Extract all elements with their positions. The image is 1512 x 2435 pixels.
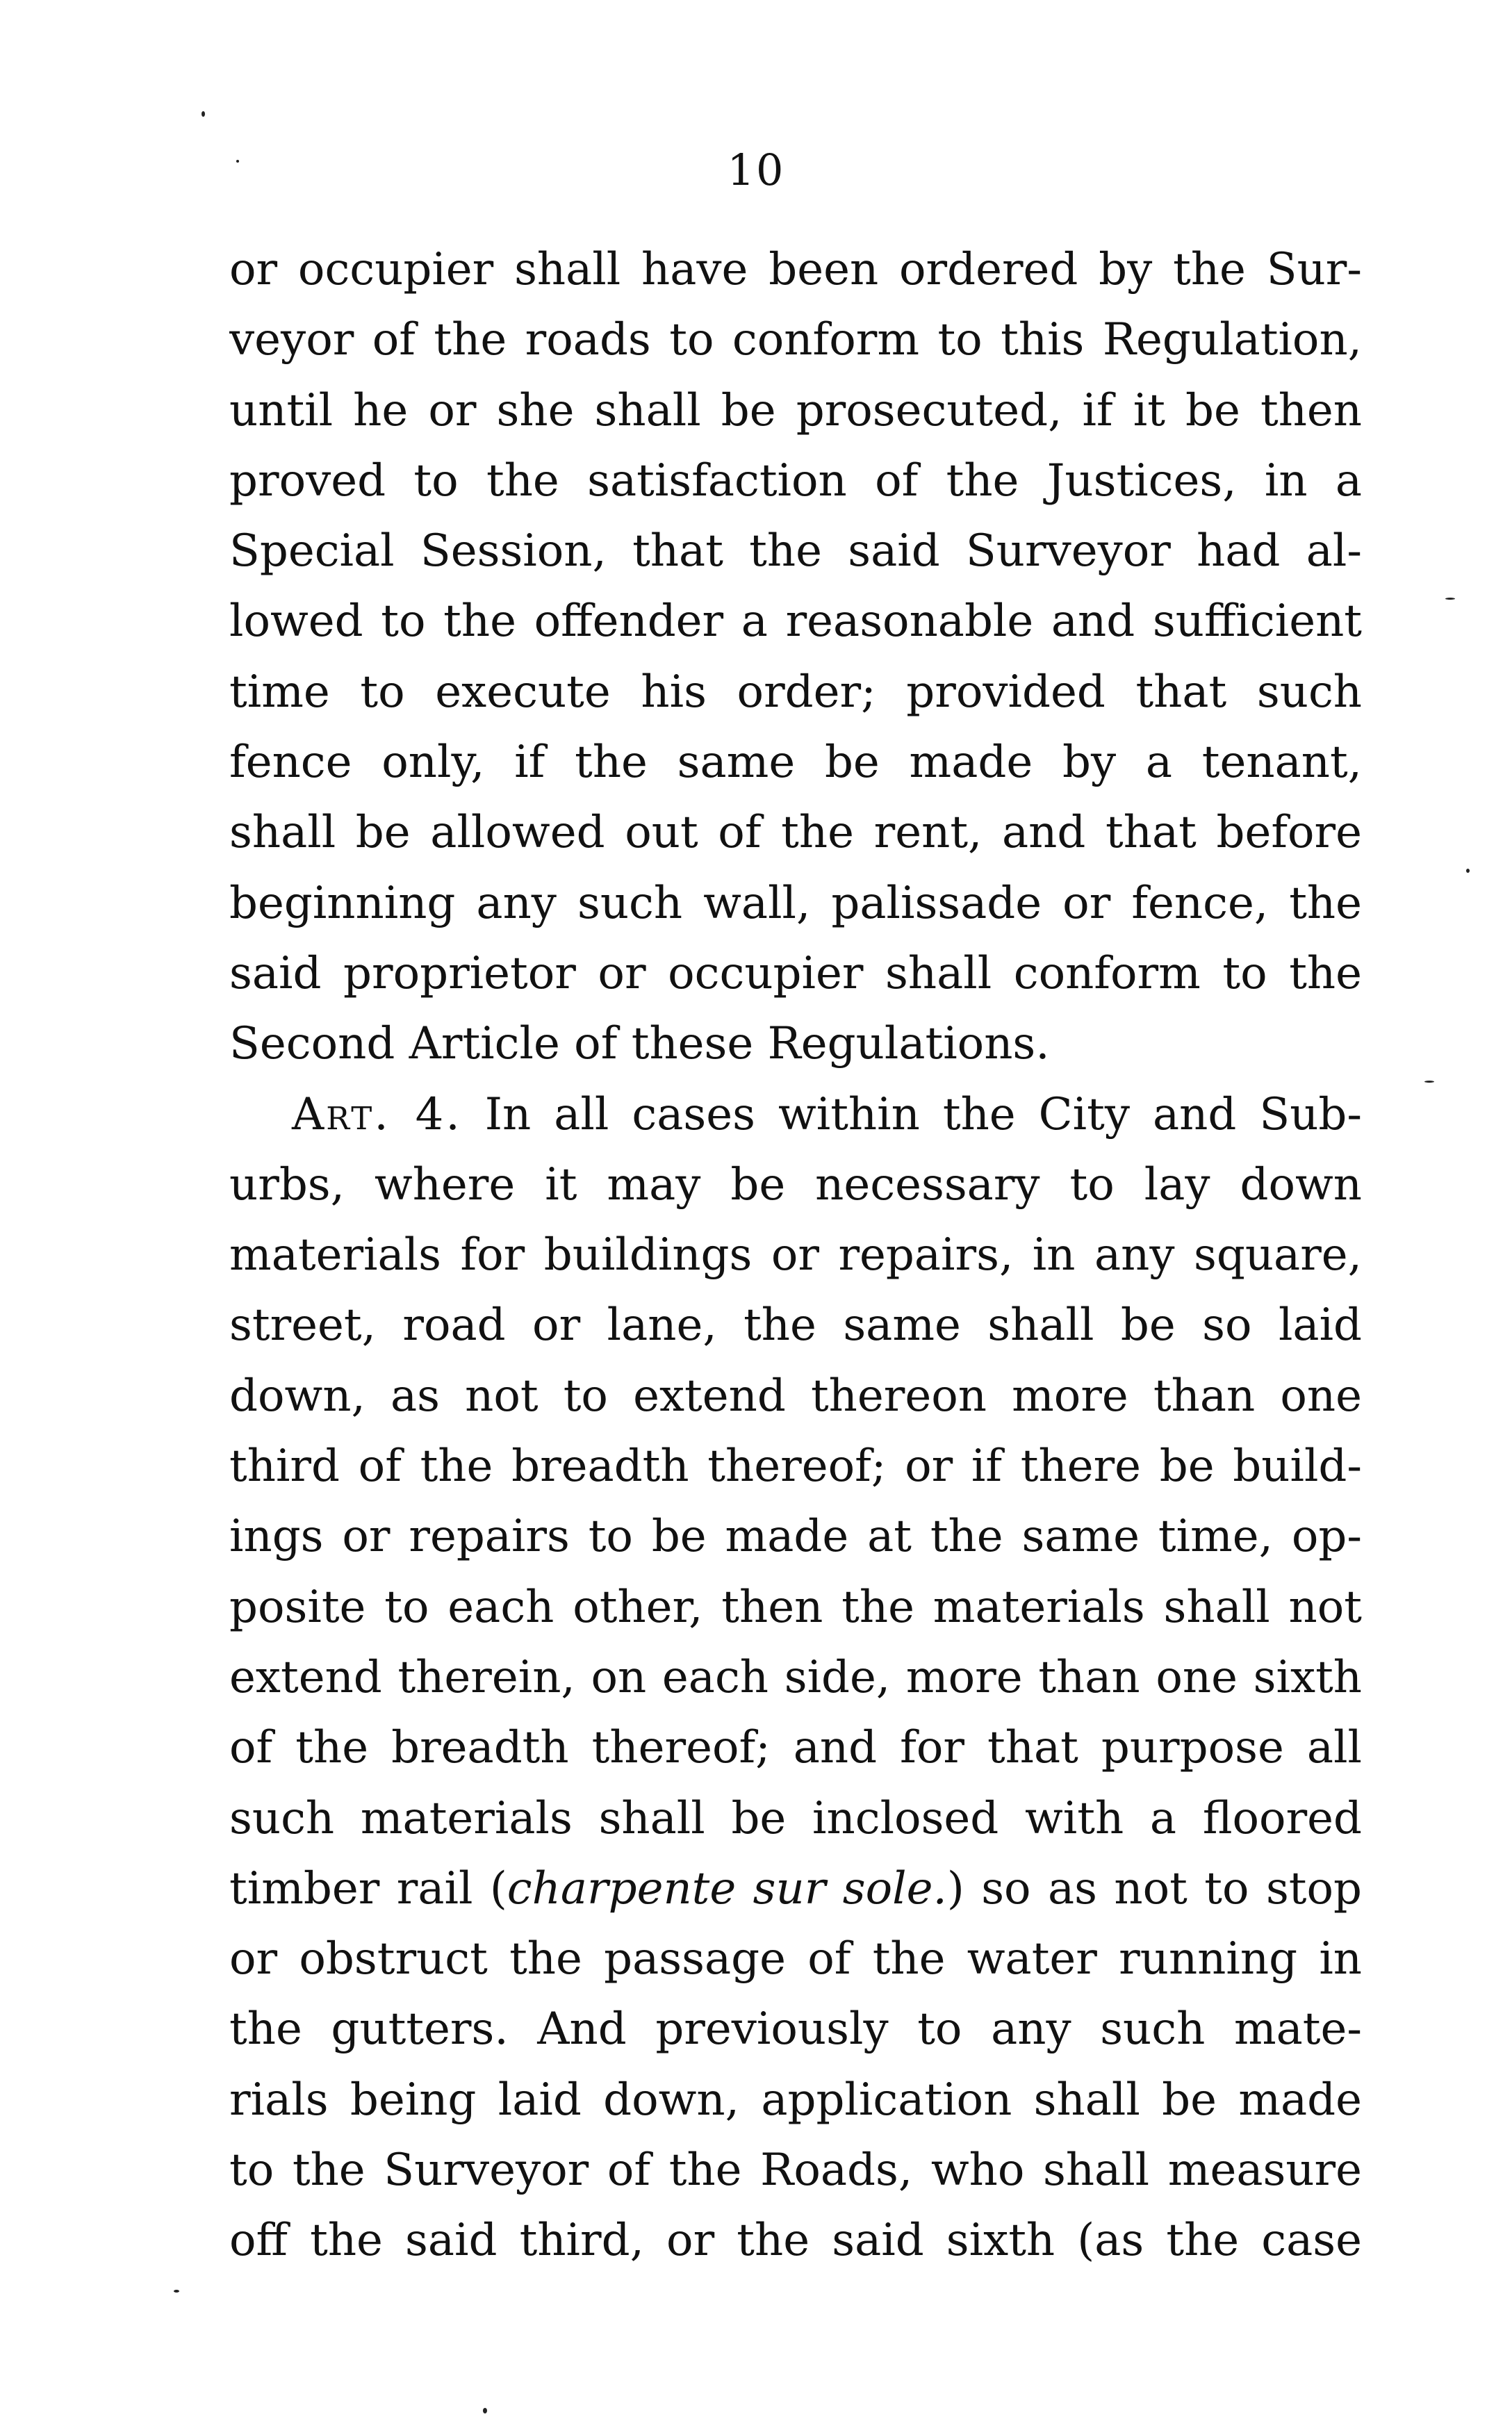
text-line: time to execute his order; provided that such bbox=[229, 666, 1362, 718]
scan-speck bbox=[236, 160, 239, 163]
text-line: posite to each other, then the materials shall not bbox=[229, 1581, 1362, 1633]
text-line: proved to the satisfaction of the Justices, in a bbox=[229, 454, 1362, 507]
text-line: of the breadth thereof; and for that purpose all bbox=[229, 1722, 1362, 1774]
scan-speck bbox=[1466, 869, 1470, 873]
text-line: extend therein, on each side, more than one sixth bbox=[229, 1651, 1362, 1703]
text-line: off the said third, or the said sixth (as the case bbox=[229, 2215, 1362, 2267]
text-line: lowed to the offender a reasonable and sufficient bbox=[229, 596, 1362, 648]
scan-speck bbox=[483, 2408, 487, 2413]
text-line: such materials shall be inclosed with a floored bbox=[229, 1792, 1362, 1844]
text-line: said proprietor or occupier shall conform to the bbox=[229, 947, 1362, 999]
article-heading-line bbox=[229, 1080, 1362, 1150]
body-text bbox=[229, 235, 1362, 2277]
page-number: 10 bbox=[727, 145, 785, 195]
text-line: Special Session, that the said Surveyor had al- bbox=[229, 525, 1362, 577]
scan-speck bbox=[174, 2290, 179, 2293]
text-line: fence only, if the same be made by a tenant, bbox=[229, 737, 1362, 789]
timber-rail-line bbox=[229, 1854, 1362, 1924]
text-line: veyor of the roads to conform to this Regulation, bbox=[229, 314, 1362, 366]
text-line: Second Article of these Regulations. bbox=[229, 1018, 1050, 1070]
scan-speck bbox=[202, 111, 205, 117]
timber-line-before: timber rail ( bbox=[229, 1862, 507, 1915]
text-line: until he or she shall be prosecuted, if it be then bbox=[229, 384, 1362, 436]
text-line: beginning any such wall, palissade or fence, the bbox=[229, 877, 1362, 929]
text-line: rials being laid down, application shall be made bbox=[229, 2074, 1362, 2126]
text-line: or occupier shall have been ordered by the Sur- bbox=[229, 244, 1362, 295]
timber-line-after: ) so as not to stop bbox=[946, 1862, 1362, 1915]
text-line: ings or repairs to be made at the same time, op- bbox=[229, 1511, 1362, 1563]
text-line: materials for buildings or repairs, in any square, bbox=[229, 1229, 1362, 1281]
text-line: down, as not to extend thereon more than one bbox=[229, 1370, 1362, 1422]
french-term: charpente sur sole. bbox=[507, 1862, 947, 1915]
text-line: the gutters. And previously to any such mate- bbox=[229, 2003, 1362, 2056]
article-first-line-text: In all cases within the City and Sub- bbox=[484, 1088, 1362, 1140]
text-line: or obstruct the passage of the water running in bbox=[229, 1933, 1362, 1985]
text-line: third of the breadth thereof; or if there be build- bbox=[229, 1441, 1362, 1493]
scan-speck bbox=[1445, 598, 1455, 600]
scan-speck bbox=[1424, 1081, 1434, 1083]
text-line: urbs, where it may be necessary to lay down bbox=[229, 1158, 1362, 1211]
article-label: Art. 4. bbox=[292, 1088, 462, 1140]
text-line: street, road or lane, the same shall be so laid bbox=[229, 1300, 1362, 1352]
text-line: to the Surveyor of the Roads, who shall measure bbox=[229, 2145, 1362, 2197]
text-line: shall be allowed out of the rent, and that before bbox=[229, 807, 1362, 859]
